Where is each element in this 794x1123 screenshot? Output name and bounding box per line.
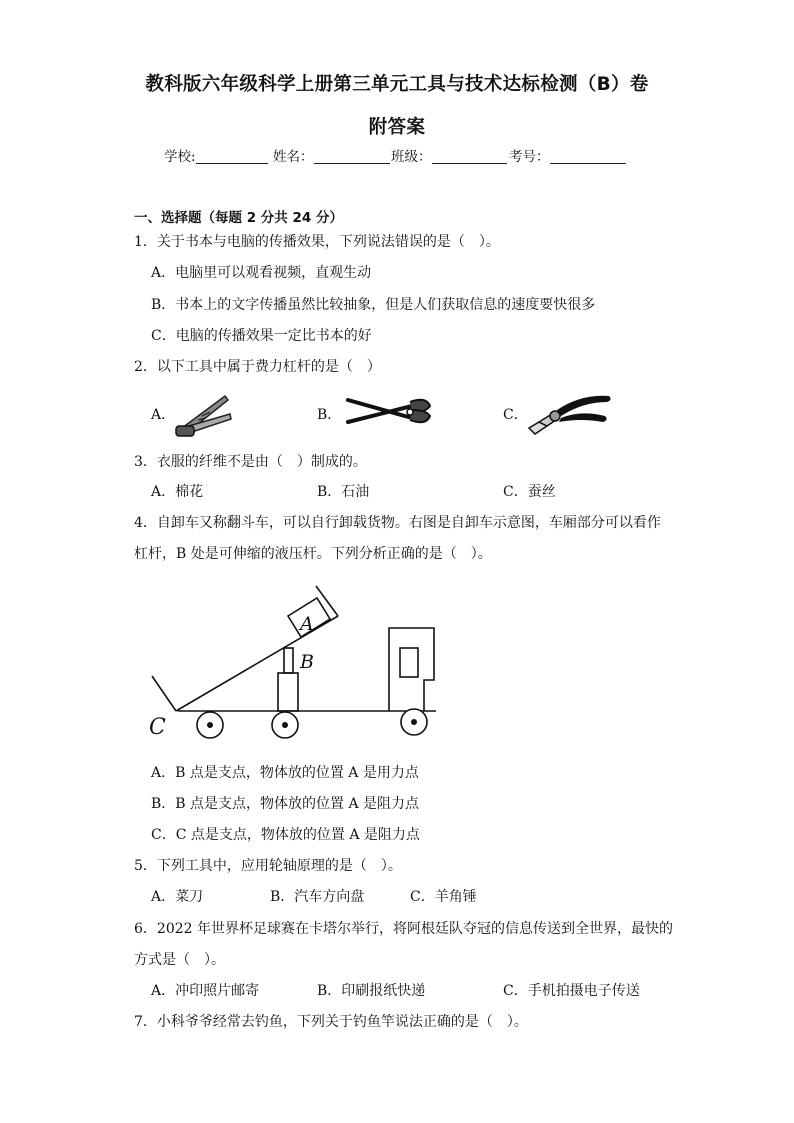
question-1-option-c: C．电脑的传播效果一定比书本的好 (151, 328, 372, 344)
question-3-option-c: C．蚕丝 (503, 484, 556, 500)
class-field[interactable] (391, 145, 507, 165)
figure-label-b: B (300, 651, 314, 673)
number-label: 考号： (509, 149, 550, 165)
name-label: 姓名： (273, 149, 314, 165)
pincers-icon (340, 392, 435, 432)
tweezers-icon (170, 390, 240, 440)
figure-label-c: C (149, 715, 166, 740)
question-3-option-b: B．石油 (317, 484, 370, 500)
question-4-option-c: C．C 点是支点，物体放的位置 A 是阻力点 (151, 827, 420, 843)
pliers-icon (525, 388, 615, 438)
figure-label-a: A (300, 613, 314, 635)
question-1-stem: 1．关于书本与电脑的传播效果，下列说法错误的是（ ）。 (134, 234, 500, 250)
question-6-stem-line-2: 方式是（ ）。 (134, 952, 225, 968)
school-blank[interactable] (196, 149, 268, 164)
question-2-stem: 2．以下工具中属于费力杠杆的是（ ） (134, 359, 381, 375)
question-6-option-c: C．手机拍摄电子传送 (503, 983, 640, 999)
question-6-stem-line-1: 6．2022 年世界杯足球赛在卡塔尔举行，将阿根廷队夺冠的信息传送到全世界，最快的 (134, 921, 673, 937)
section-heading: 一、选择题（每题 2 分共 24 分） (134, 210, 343, 226)
question-4-option-a: A．B 点是支点，物体放的位置 A 是用力点 (151, 765, 419, 781)
class-blank[interactable] (432, 149, 507, 164)
question-5-option-a: A．菜刀 (151, 889, 204, 905)
question-5-option-c: C．羊角锤 (410, 889, 477, 905)
question-4-stem-line-2: 杠杆，B 处是可伸缩的液压杆。下列分析正确的是（ ）。 (134, 546, 492, 562)
question-3-stem: 3．衣服的纤维不是由（ ）制成的。 (134, 454, 367, 470)
question-5-option-b: B．汽车方向盘 (270, 889, 365, 905)
title-line-1: 教科版六年级科学上册第三单元工具与技术达标检测（B）卷 (145, 74, 649, 95)
question-7-stem: 7．小科爷爷经常去钓鱼，下列关于钓鱼竿说法正确的是（ ）。 (134, 1014, 528, 1030)
question-2-option-a: A． (151, 407, 176, 423)
question-3-option-a: A．棉花 (151, 484, 204, 500)
question-4-stem-line-1: 4．自卸车又称翻斗车，可以自行卸载货物。右图是自卸车示意图，车厢部分可以看作 (134, 515, 661, 531)
question-2-option-b: B． (317, 407, 342, 423)
question-6-option-a: A．冲印照片邮寄 (151, 983, 260, 999)
question-2-option-c: C． (503, 407, 528, 423)
number-field[interactable] (509, 145, 626, 165)
name-blank[interactable] (314, 149, 390, 164)
question-1-option-b: B．书本上的文字传播虽然比较抽象，但是人们获取信息的速度要快很多 (151, 297, 596, 313)
question-4-option-b: B．B 点是支点，物体放的位置 A 是阻力点 (151, 796, 420, 812)
question-6-option-b: B．印刷报纸快递 (317, 983, 426, 999)
school-label: 学校: (164, 149, 196, 165)
school-field[interactable] (164, 145, 268, 165)
title-line-2: 附答案 (368, 117, 426, 138)
question-1-option-a: A．电脑里可以观看视频，直观生动 (151, 265, 372, 281)
dump-truck-diagram (146, 582, 446, 742)
class-label: 班级： (391, 149, 432, 165)
name-field[interactable] (273, 145, 390, 165)
number-blank[interactable] (550, 149, 626, 164)
question-5-stem: 5．下列工具中，应用轮轴原理的是（ ）。 (134, 858, 402, 874)
